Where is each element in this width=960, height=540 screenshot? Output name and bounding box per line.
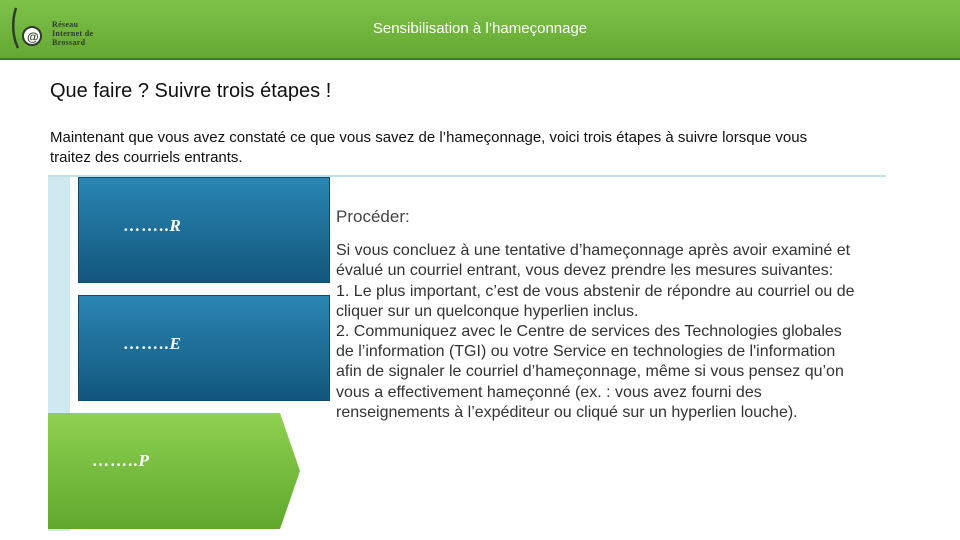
step-p-label [92, 451, 149, 471]
header-title: Sensibilisation à l’hameçonnage [372, 20, 588, 37]
step-p [48, 413, 300, 529]
step-r [78, 177, 330, 283]
step-e-letter: E [169, 334, 181, 353]
procedure-body: Si vous concluez à une tentative d’hameçonnage après avoir examiné et évalué un courriel entrant, vous devez prendre les mesures suivantes: 1. Le plus important, c’est de vous abstenir de répondre au courriel ou de cliquer sur un quelconque hyperlien inclus. 2. Communiquez avec le Centre de services des Technologies globales de l’information (TGI) ou votre Service en technologies de l'information afin de signaler le courriel d’hameçonnage, même si vous pensez qu’on vous a effectivement hameçonné (ex. : vous avez fourni des renseignements à l’expéditeur ou cliqué sur un hyperlien louche). [336, 242, 855, 421]
intro-text: Maintenant que vous avez constaté ce que vous savez de l’hameçonnage, voici trois étapes à suivre lorsque vous traitez des courriels entrants. [50, 129, 808, 166]
step-p-arrow [48, 413, 300, 529]
slide-title: Que faire ? Suivre trois étapes ! [50, 80, 332, 102]
step-e-label [123, 334, 181, 354]
step-p-dots: …….. [92, 451, 139, 470]
step-e [78, 295, 330, 401]
logo-line-2: Internet de [52, 29, 94, 38]
step-r-label [123, 216, 181, 236]
step-p-letter: P [138, 451, 149, 470]
svg-text:@: @ [27, 30, 39, 44]
step-r-letter: R [169, 216, 181, 235]
step-r-dots: …….. [123, 216, 170, 235]
rep-steps-figure [48, 175, 886, 531]
header-bar [0, 0, 960, 60]
logo-line-1: Réseau [52, 20, 79, 29]
procedure-heading: Procéder: [336, 207, 410, 226]
step-e-dots: …….. [123, 334, 170, 353]
procedure-panel [336, 207, 856, 423]
logo-line-3: Brossard [52, 38, 86, 47]
